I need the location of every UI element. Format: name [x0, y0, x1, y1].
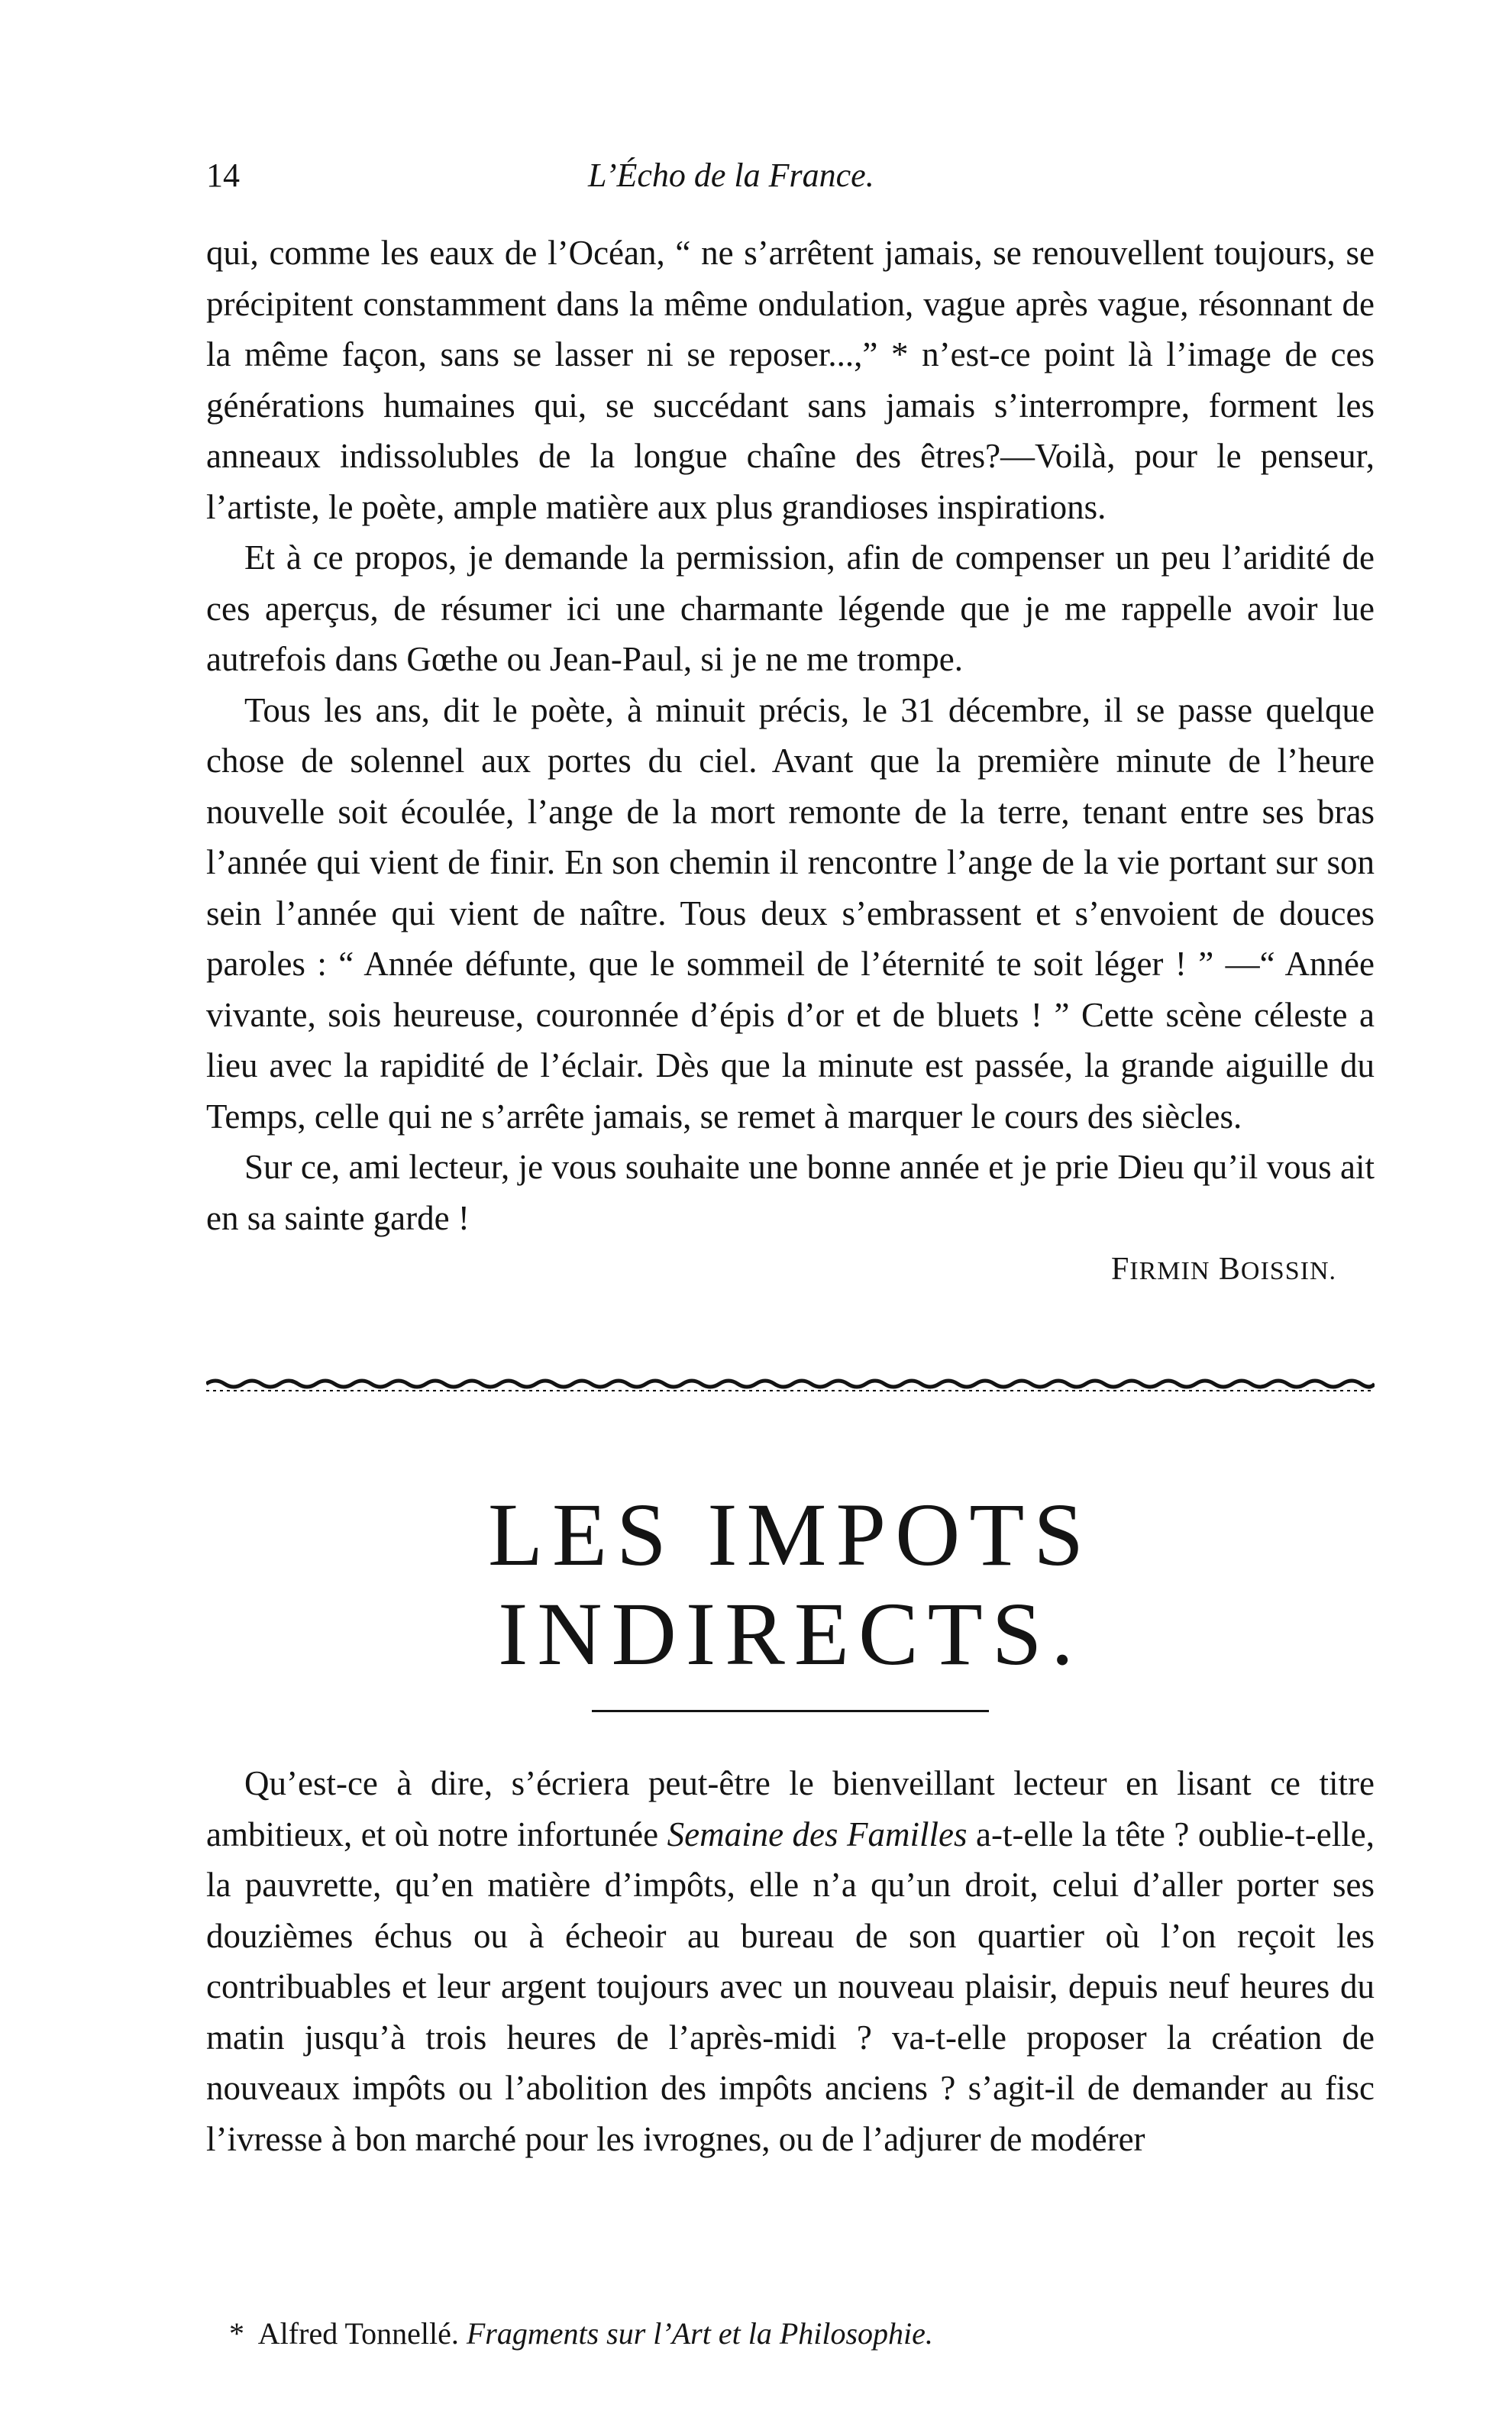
- section-text-before: Qu’est-ce à dire, s’écriera peut-être le bienveillant lecteur en lisant ce titre ambitieux, et où notre infortunée: [206, 1764, 1375, 1853]
- running-title: L’Écho de la France.: [588, 157, 874, 194]
- paragraph-legend-intro: Et à ce propos, je demande la permission, afin de compenser un peu l’aridité de ces aperçus, de résumer ici une charmante légende que je me rappelle avoir lue autrefois dans Gœthe ou Jean-Paul, si je ne me trompe.: [206, 538, 1375, 678]
- running-head: [206, 145, 1375, 206]
- paragraph-continuation: qui, comme les eaux de l’Océan, “ ne s’arrêtent jamais, se renouvellent toujours, se précipitent constamment dans la même ondulation, vague après vague, résonnant de la même façon, sans se lasser ni se reposer...,” * n’est-ce point là l’image de ces générations humaines qui, se succédant sans jamais s’interrompre, forment les anneaux indissolubles de la longue chaîne des êtres?—Voilà, pour le penseur, l’artiste, le poète, ample matière aux plus grandioses inspirations.: [206, 234, 1375, 526]
- paragraph-legend: Tous les ans, dit le poète, à minuit précis, le 31 décembre, il se passe quelque chose de solennel aux portes du ciel. Avant que la première minute de l’heure nouvelle soit écoulée, l’ange de la mort remonte de la terre, tenant entre ses bras l’année qui vient de finir. En son chemin il rencontre l’ange de la vie portant sur son sein l’année qui vient de naître. Tous deux s’embrassent et s’envoient de douces paroles : “ Année défunte, que le sommeil de l’éternité te soit léger ! ” —“ Année vivante, sois heureuse, couronnée d’épis d’or et de bluets ! ” Cette scène céleste a lieu avec la rapidité de l’éclair. Dès que la minute est passée, la grande aiguille du Temps, celle qui ne s’arrête jamais, se remet à marquer le cours des siècles.: [206, 690, 1375, 1136]
- footnote: [229, 2316, 933, 2351]
- paragraph-closing: Sur ce, ami lecteur, je vous souhaite une bonne année et je prie Dieu qu’il vous ait en sa sainte garde !: [206, 1148, 1375, 1237]
- title-rule: [592, 1710, 989, 1712]
- footnote-author: Alfred Tonnellé.: [257, 2316, 459, 2351]
- signature-last-initial: B: [1218, 1252, 1241, 1287]
- footnote-work: Fragments sur l’Art et la Philosophie.: [466, 2316, 933, 2351]
- decorative-wave-rule: [206, 1378, 1375, 1396]
- signature-first-initial: F: [1110, 1252, 1130, 1287]
- author-signature: [206, 1251, 1375, 1288]
- paragraph-section-body: [206, 1758, 1375, 2164]
- footnote-marker: *: [229, 2316, 244, 2351]
- book-page: [206, 145, 1375, 2164]
- page-number: 14: [206, 157, 240, 194]
- italic-journal-title: Semaine des Familles: [667, 1815, 968, 1853]
- signature-last-rest: OISSIN.: [1240, 1257, 1336, 1285]
- signature-first-rest: IRMIN: [1129, 1257, 1210, 1285]
- section-text-after: a-t-elle la tête ? oublie-t-elle, la pauvrette, qu’en matière d’impôts, elle n’a qu’un droit, celui d’aller porter ses douzièmes échus ou à écheoir au bureau de son quartier où l’on reçoit les contribuables et leur argent toujours avec un nouveau plaisir, depuis neuf heures du matin jusqu’à trois heures de l’après-midi ? va-t-elle proposer la création de nouveaux impôts ou l’abolition des impôts anciens ? s’agit-il de demander au fisc l’ivresse à bon marché pour les ivrognes, ou de l’adjurer de modérer: [206, 1815, 1375, 2158]
- section-title: LES IMPOTS INDIRECTS.: [487, 1485, 1094, 1684]
